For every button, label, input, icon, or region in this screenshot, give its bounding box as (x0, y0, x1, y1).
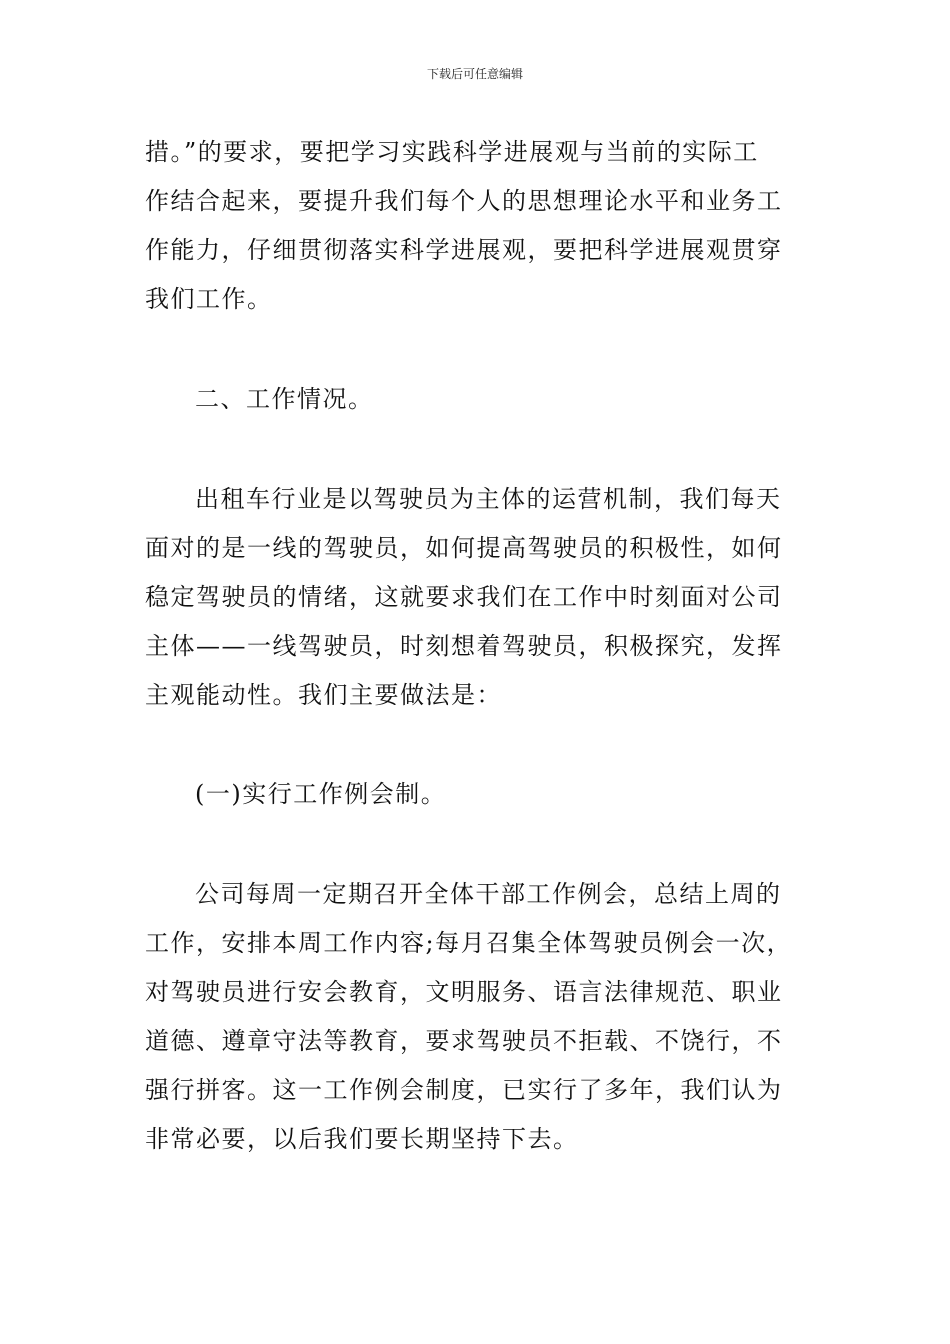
text-line: 稳定驾驶员的情绪，这就要求我们在工作中时刻面对公司 (145, 583, 783, 611)
paragraph-weekly-meetings (145, 870, 810, 1164)
heading-text: 二、工作情况。 (195, 385, 374, 413)
text-line: 公司每周一定期召开全体干部工作例会，总结上周的 (195, 880, 782, 908)
text-line: 主体——一线驾驶员，时刻想着驾驶员，积极探究，发挥 (145, 632, 783, 660)
page-header: 下载后可任意编辑 (426, 67, 523, 81)
text-line: 对驾驶员进行安会教育，文明服务、语言法律规范、职业 (145, 978, 783, 1006)
text-line: 面对的是一线的驾驶员，如何提高驾驶员的积极性，如何 (145, 534, 783, 562)
text-line: 强行拼客。这一工作例会制度，已实行了多年，我们认为 (145, 1076, 783, 1104)
subsection-heading-meeting-system (145, 770, 810, 819)
text-line: 主观能动性。我们主要做法是： (145, 681, 502, 709)
text-line: 道德、遵章守法等教育，要求驾驶员不拒载、不饶行，不 (145, 1027, 783, 1055)
heading-text: (一)实行工作例会制。 (195, 780, 447, 808)
text-line: 出租车行业是以驾驶员为主体的运营机制，我们每天 (195, 485, 782, 513)
text-line: 非常必要，以后我们要长期坚持下去。 (145, 1125, 579, 1153)
text-line: 我们工作。 (145, 285, 273, 313)
text-line: 工作，安排本周工作内容;每月召集全体驾驶员例会一次， (145, 929, 793, 957)
text-line: 措。”的要求，要把学习实践科学进展观与当前的实际工 (145, 138, 759, 166)
paragraph-continuation (145, 128, 810, 324)
paragraph-taxi-industry (145, 475, 810, 720)
section-heading-work-situation (145, 375, 810, 424)
text-line: 作结合起来，要提升我们每个人的思想理论水平和业务工 (145, 187, 783, 215)
text-line: 作能力，仔细贯彻落实科学进展观，要把科学进展观贯穿 (145, 236, 783, 264)
